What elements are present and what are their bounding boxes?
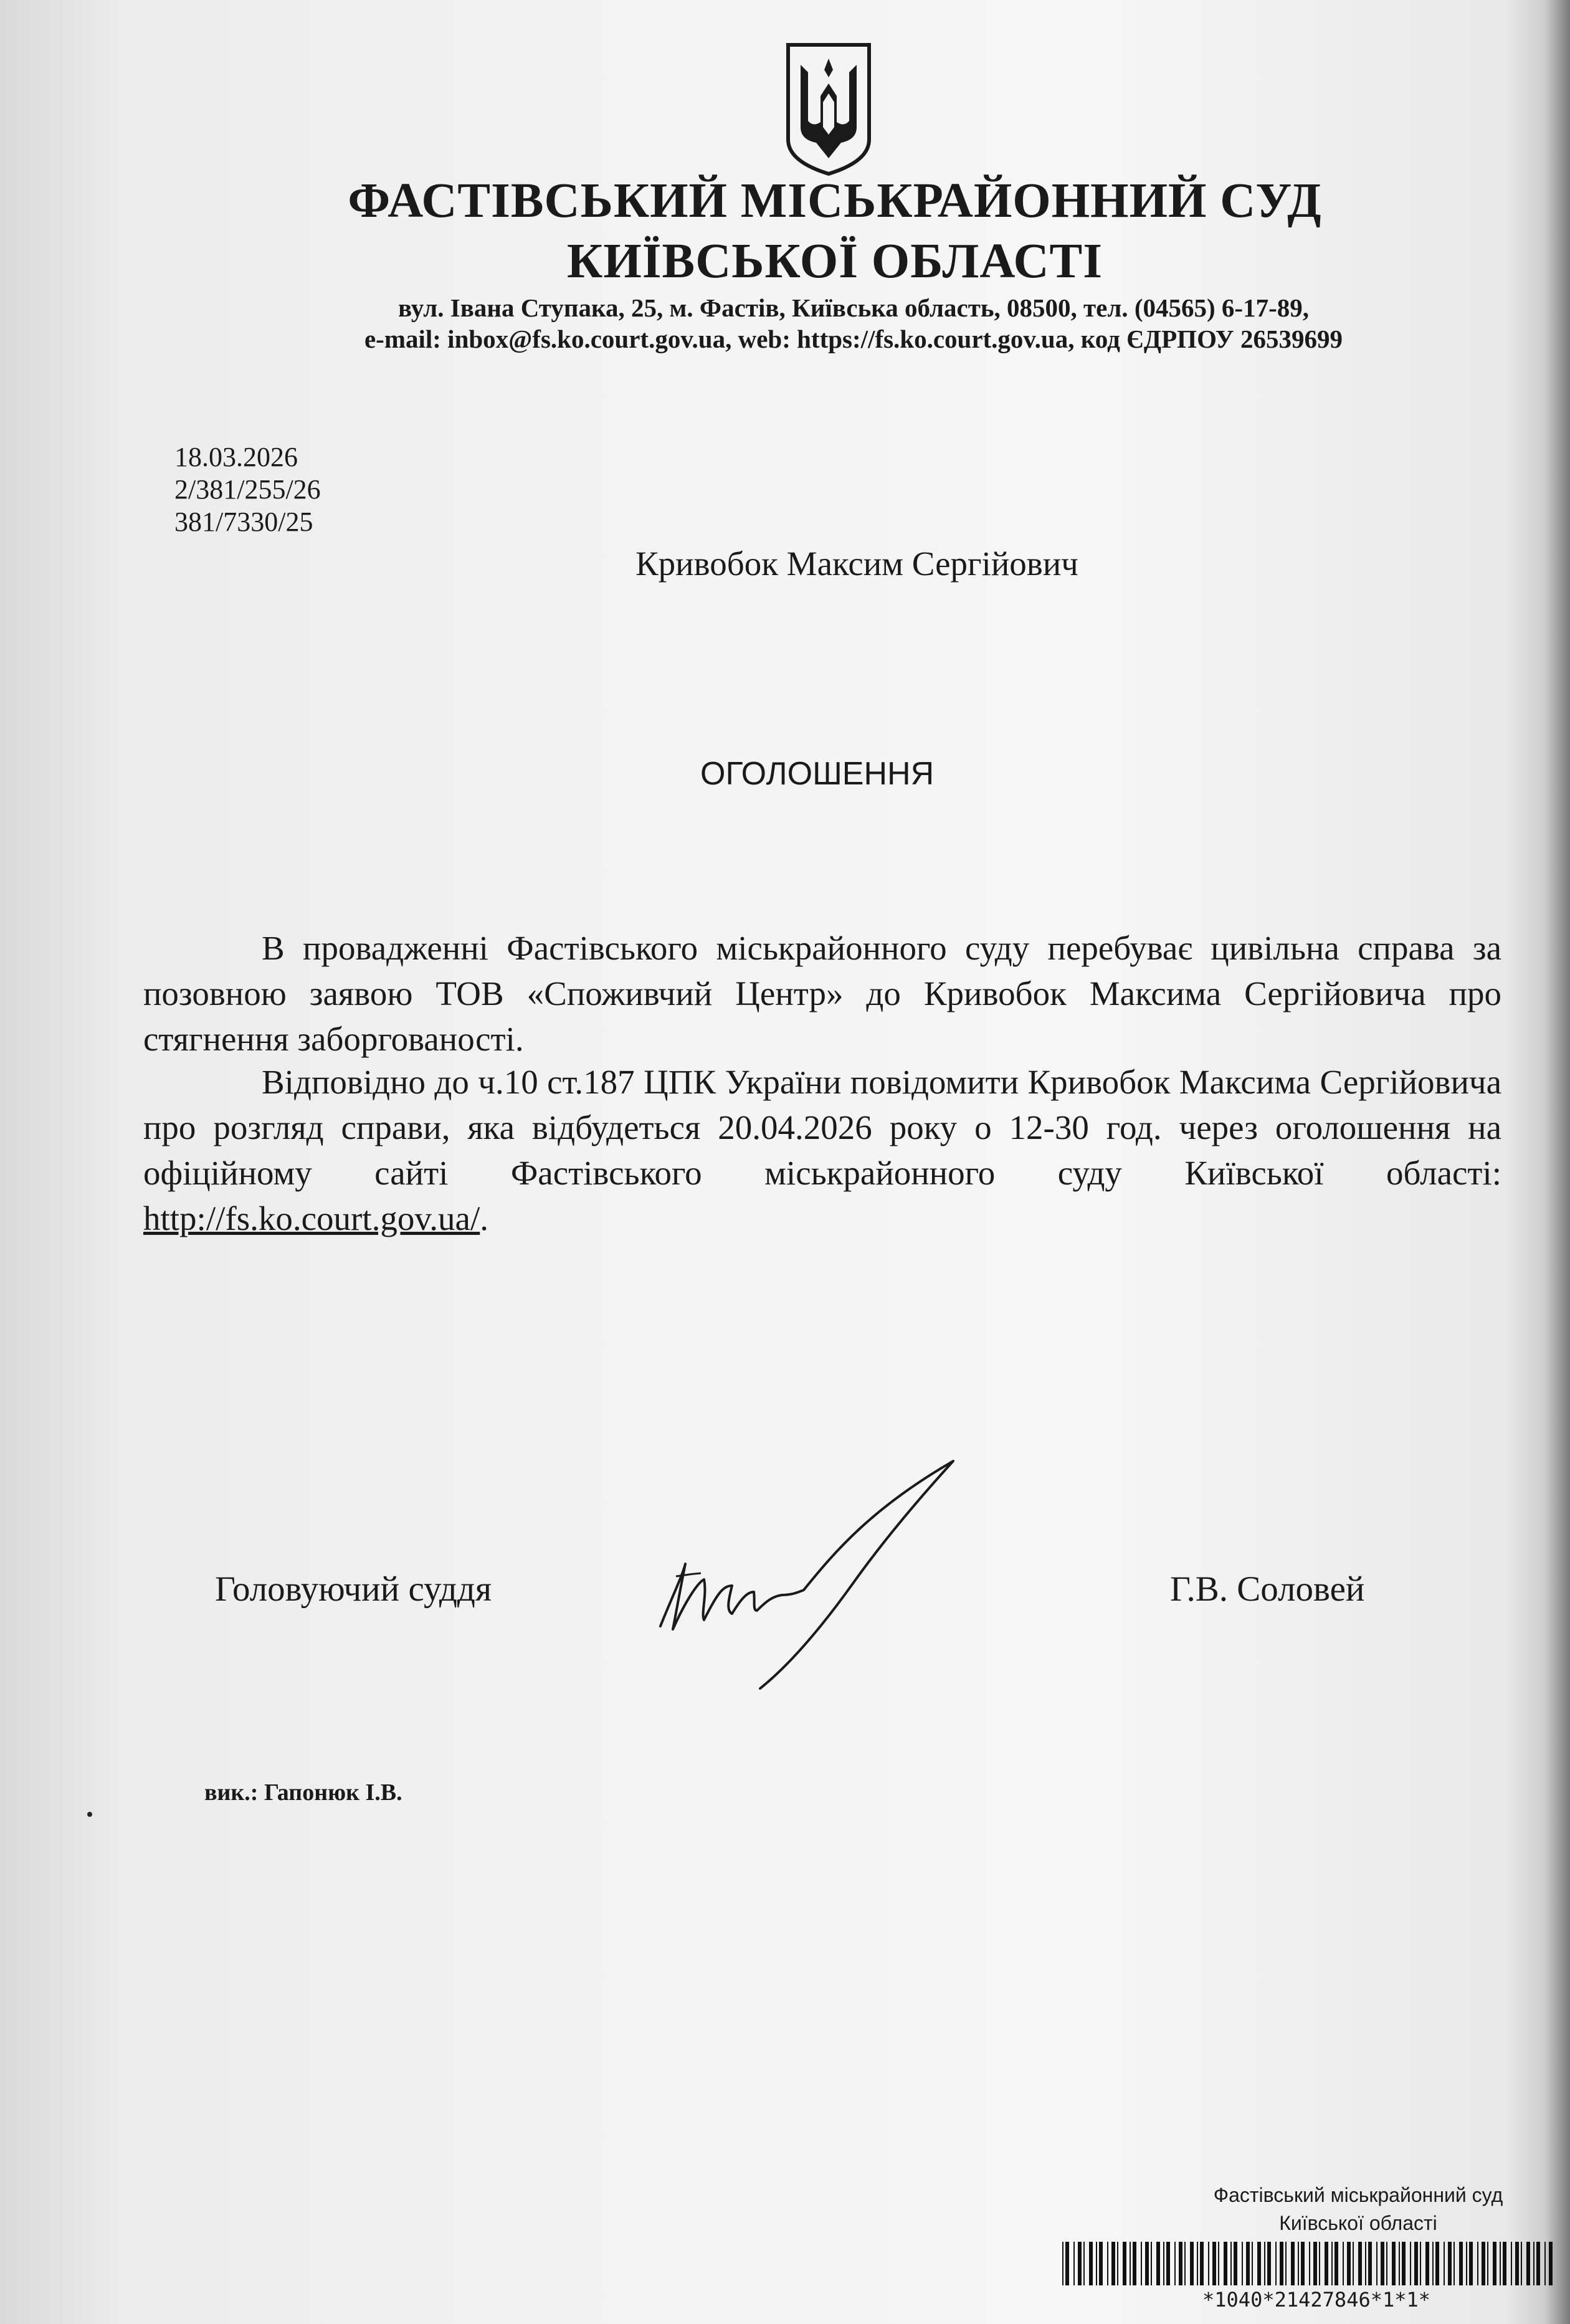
barcode-bar xyxy=(1246,2242,1250,2285)
barcode-bar xyxy=(1515,2242,1519,2285)
case-number: 381/7330/25 xyxy=(174,507,313,537)
barcode-bar xyxy=(1218,2242,1219,2285)
barcode-bar xyxy=(1208,2242,1209,2285)
barcode-bar xyxy=(1487,2242,1488,2285)
barcode-bar xyxy=(1466,2242,1467,2285)
barcode-bar xyxy=(1117,2242,1118,2285)
barcode-bar xyxy=(1285,2242,1287,2285)
court-name-line2: КИЇВСЬКОЇ ОБЛАСТІ xyxy=(567,234,1103,288)
barcode-bar xyxy=(1190,2242,1194,2285)
barcode-bar xyxy=(1511,2242,1512,2285)
barcode-bar xyxy=(1291,2242,1295,2285)
barcode-bar xyxy=(1111,2242,1115,2285)
judge-name: Г.В. Соловей xyxy=(1170,1569,1365,1609)
barcode-bar xyxy=(1402,2242,1406,2285)
barcode-bar xyxy=(1549,2242,1553,2285)
barcode-number: *1040*21427846*1*1* xyxy=(1202,2288,1431,2312)
barcode-bar xyxy=(1392,2242,1396,2285)
barcode-bar xyxy=(1184,2242,1186,2285)
barcode-bar xyxy=(1376,2242,1377,2285)
barcode-bar xyxy=(1544,2242,1546,2285)
body-paragraph-2-end: . xyxy=(480,1199,489,1237)
recipient-name: Кривобок Максим Сергійович xyxy=(635,545,1078,583)
court-website-link[interactable]: http://fs.ko.court.gov.ua/ xyxy=(143,1199,480,1237)
barcode-bar xyxy=(1179,2242,1182,2285)
barcode-bar xyxy=(1107,2242,1108,2285)
barcode-bar xyxy=(1230,2242,1232,2285)
barcode-bar xyxy=(1309,2242,1310,2285)
barcode-bar xyxy=(1347,2242,1351,2285)
barcode-bar xyxy=(1533,2242,1534,2285)
barcode-bar xyxy=(1503,2242,1506,2285)
barcode-bar xyxy=(1334,2242,1338,2285)
barcode-bar xyxy=(1062,2242,1063,2285)
body-paragraph-2-text: Відповідно до ч.10 ст.187 ЦПК України повідомити Кривобок Максима Сергійовича про розгляд справи, яка відбудеться 20.04.2026 року о 12-30 год. через оголошення на офіційному сайті Фастівського міськрайонного суду Київської області: xyxy=(143,1063,1501,1192)
barcode-bar xyxy=(1469,2242,1473,2285)
court-contacts: e-mail: inbox@fs.ko.court.gov.ua, web: https://fs.ko.court.gov.ua, код ЄДРПОУ 26539699 xyxy=(364,325,1343,353)
barcode-bar xyxy=(1500,2242,1501,2285)
barcode-bar xyxy=(1536,2242,1540,2285)
barcode-bar xyxy=(1166,2242,1170,2285)
barcode-bar xyxy=(1526,2242,1530,2285)
court-name-line1: ФАСТІВСЬКИЙ МІСЬКРАЙОННИЙ СУД xyxy=(348,174,1322,228)
court-address: вул. Івана Ступака, 25, м. Фастів, Київська область, 08500, тел. (04565) 6-17-89, xyxy=(398,293,1309,322)
barcode-bar xyxy=(1365,2242,1366,2285)
barcode-bar xyxy=(1444,2242,1445,2285)
body-paragraph-1: В провадженні Фастівського міськрайонного суду перебуває цивільна справа за позовною заявою ТОВ «Споживчий Центр» до Кривобок Максима Сергійовича про стягнення заборгованості. xyxy=(143,929,1501,1058)
barcode-bar xyxy=(1435,2242,1439,2285)
barcode-bar xyxy=(1325,2242,1328,2285)
document-date: 18.03.2026 xyxy=(174,442,298,472)
barcode-bar xyxy=(1313,2242,1317,2285)
barcode-bar xyxy=(1089,2242,1093,2285)
barcode-bar xyxy=(1145,2242,1149,2285)
barcode-bar xyxy=(1425,2242,1429,2285)
barcode-bar xyxy=(1123,2242,1126,2285)
judge-role: Головуючий суддя xyxy=(215,1569,492,1609)
document-title: ОГОЛОШЕННЯ xyxy=(700,756,935,792)
barcode-bar xyxy=(1224,2242,1227,2285)
barcode-bar xyxy=(1448,2242,1452,2285)
trident-emblem-icon xyxy=(782,40,875,177)
barcode-bar xyxy=(1319,2242,1320,2285)
body-paragraph-2 xyxy=(143,1059,1501,1241)
barcode-bar xyxy=(1399,2242,1400,2285)
barcode-bar xyxy=(1073,2242,1075,2285)
barcode-bar xyxy=(1381,2242,1384,2285)
barcode-bar xyxy=(1264,2242,1265,2285)
barcode-bar xyxy=(1298,2242,1299,2285)
barcode-bar xyxy=(1200,2242,1204,2285)
stamp-court-region: Київської області xyxy=(1279,2212,1437,2234)
barcode-bar xyxy=(1386,2242,1387,2285)
barcode-bar xyxy=(1493,2242,1496,2285)
barcode-bar xyxy=(1130,2242,1131,2285)
barcode-bar xyxy=(1301,2242,1305,2285)
barcode-bar xyxy=(1267,2242,1271,2285)
barcode-bar xyxy=(1197,2242,1198,2285)
barcode-bar xyxy=(1174,2242,1176,2285)
outgoing-number: 2/381/255/26 xyxy=(174,474,321,505)
barcode-bar xyxy=(1432,2242,1434,2285)
barcode-bar xyxy=(1331,2242,1333,2285)
handwritten-signature xyxy=(648,1452,972,1701)
barcode-bar xyxy=(1420,2242,1421,2285)
barcode-bar xyxy=(1156,2242,1160,2285)
barcode-bar xyxy=(1275,2242,1277,2285)
barcode-bar xyxy=(1065,2242,1069,2285)
barcode-bar xyxy=(1252,2242,1253,2285)
barcode-bar xyxy=(1151,2242,1152,2285)
barcode-bar xyxy=(1242,2242,1243,2285)
barcode-bar xyxy=(1133,2242,1136,2285)
barcode-bar xyxy=(1368,2242,1372,2285)
paper-speck xyxy=(87,1812,92,1817)
barcode-bar xyxy=(1414,2242,1418,2285)
barcode-bar xyxy=(1453,2242,1455,2285)
barcode-bar xyxy=(1257,2242,1261,2285)
barcode-bar xyxy=(1212,2242,1216,2285)
barcode-bar xyxy=(1141,2242,1142,2285)
executor-name: вик.: Гапонюк І.В. xyxy=(204,1779,402,1806)
barcode-bar xyxy=(1521,2242,1522,2285)
stamp-court-name: Фастівський міськрайонний суд xyxy=(1213,2184,1503,2206)
barcode-bar xyxy=(1096,2242,1097,2285)
barcode-bar xyxy=(1459,2242,1463,2285)
barcode-bar xyxy=(1343,2242,1344,2285)
barcode-bar xyxy=(1482,2242,1485,2285)
barcode-bar xyxy=(1410,2242,1411,2285)
barcode-bar xyxy=(1234,2242,1237,2285)
barcode xyxy=(1062,2242,1554,2285)
barcode-bar xyxy=(1280,2242,1283,2285)
barcode-bar xyxy=(1083,2242,1085,2285)
barcode-bar xyxy=(1477,2242,1478,2285)
barcode-bar xyxy=(1099,2242,1103,2285)
barcode-bar xyxy=(1078,2242,1082,2285)
barcode-bar xyxy=(1163,2242,1164,2285)
barcode-bar xyxy=(1358,2242,1362,2285)
barcode-bar xyxy=(1353,2242,1354,2285)
